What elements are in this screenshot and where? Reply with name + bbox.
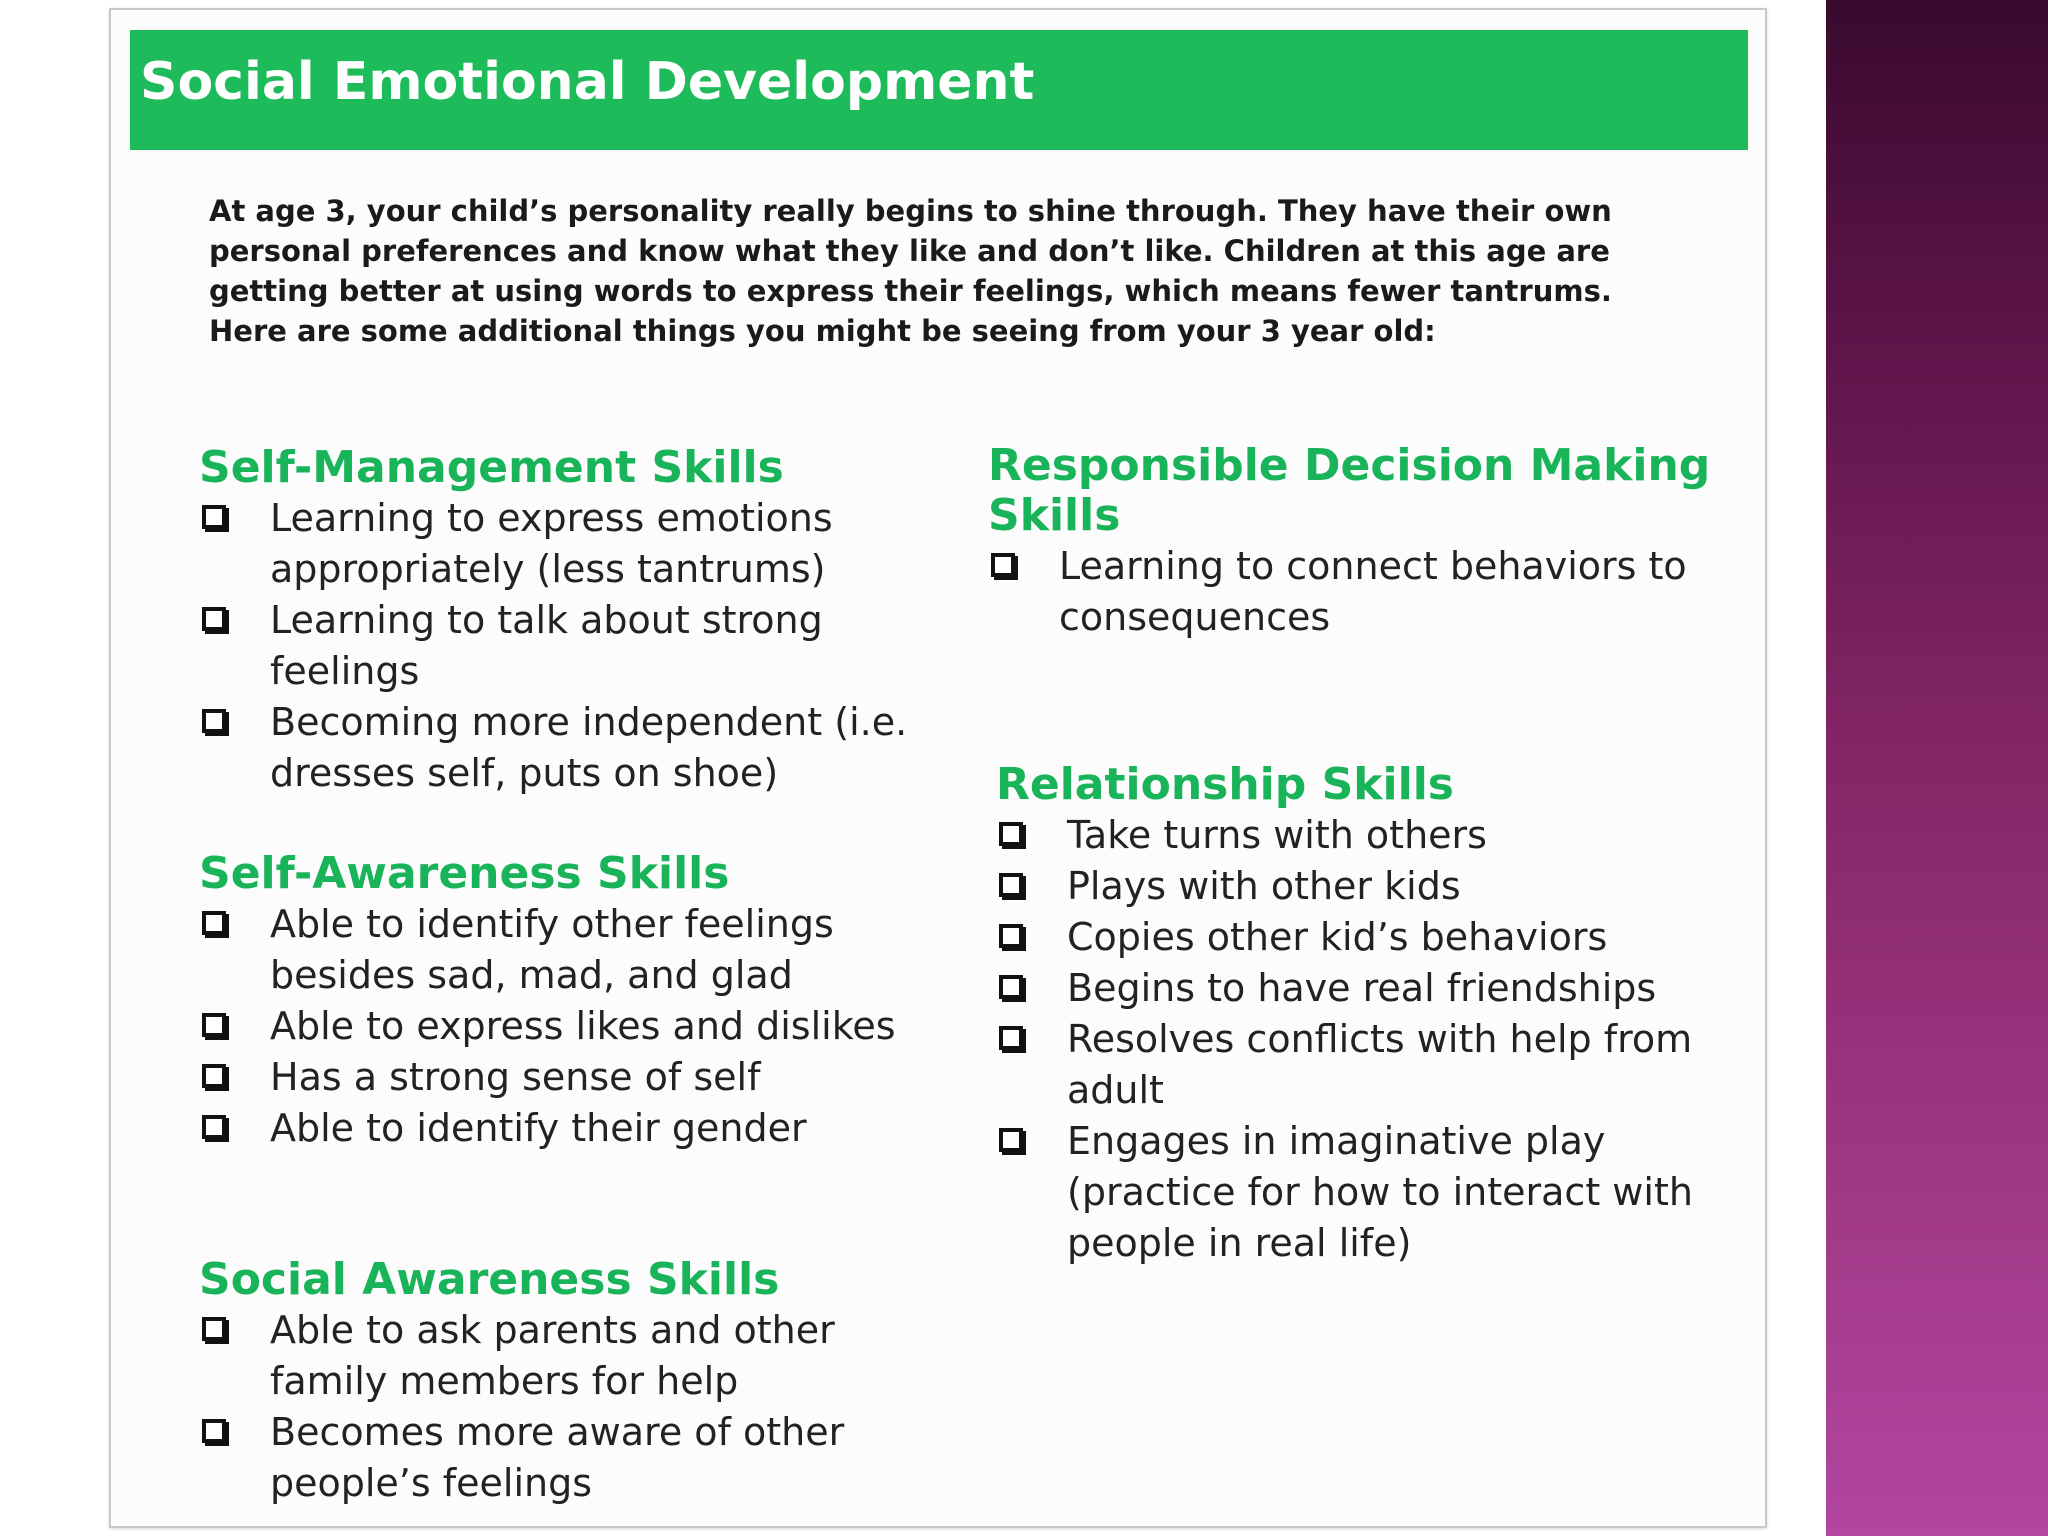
checklist	[199, 1305, 959, 1509]
checklist-item-label: Able to identify their gender	[270, 1106, 807, 1150]
checkbox-icon	[202, 607, 226, 631]
checklist-item	[996, 1116, 1736, 1269]
checklist-item-label: Becoming more independent (i.e. dresses self, puts on shoe)	[270, 700, 908, 795]
checklist-item	[996, 912, 1736, 963]
section-relationship	[996, 760, 1736, 1269]
checklist-item	[199, 1103, 959, 1154]
checklist-item	[996, 810, 1736, 861]
section-social-awareness	[199, 1255, 959, 1509]
checklist-item-label: Resolves conflicts with help from adult	[1067, 1017, 1693, 1112]
section-self-management	[199, 443, 959, 799]
checklist-item	[199, 899, 959, 1001]
checklist-item	[199, 697, 959, 799]
checklist-item-label: Plays with other kids	[1067, 864, 1461, 908]
checklist-item	[996, 963, 1736, 1014]
page-title: Social Emotional Development	[140, 52, 1035, 112]
checkbox-icon	[202, 1317, 226, 1341]
checkbox-icon	[999, 873, 1023, 897]
checklist-item-label: Take turns with others	[1067, 813, 1487, 857]
section-self-awareness	[199, 849, 959, 1154]
checklist-item	[199, 1052, 959, 1103]
checkbox-icon	[202, 1064, 226, 1088]
decorative-side-band	[1826, 0, 2048, 1536]
section-responsible-decision-making	[988, 441, 1728, 643]
checkbox-icon	[999, 822, 1023, 846]
intro-paragraph: At age 3, your child’s personality really begins to shine through. They have their own personal preferences and know what they like and don’t like. Children at this age are getting better at using words to express their feelings, which means fewer tantrums. Here are some additional things you might be seeing from your 3 year old:	[209, 194, 1612, 348]
document-page	[109, 8, 1767, 1528]
checklist-item	[996, 1014, 1736, 1116]
checklist-item-label: Copies other kid’s behaviors	[1067, 915, 1608, 959]
checklist-item	[996, 861, 1736, 912]
checkbox-icon	[999, 975, 1023, 999]
checklist-item-label: Has a strong sense of self	[270, 1055, 761, 1099]
section-heading: Self-Management Skills	[199, 442, 784, 493]
checkbox-icon	[999, 1026, 1023, 1050]
checklist	[199, 899, 959, 1154]
section-heading: Self-Awareness Skills	[199, 848, 730, 899]
checklist-item	[988, 541, 1728, 643]
checklist	[988, 541, 1728, 643]
checklist-item	[199, 1305, 959, 1407]
checklist-item-label: Able to ask parents and other family members for help	[270, 1308, 835, 1403]
checkbox-icon	[202, 1013, 226, 1037]
checkbox-icon	[999, 924, 1023, 948]
checklist-item-label: Learning to connect behaviors to consequences	[1059, 544, 1687, 639]
section-heading: Responsible Decision Making Skills	[988, 440, 1711, 541]
checkbox-icon	[999, 1128, 1023, 1152]
checkbox-icon	[202, 911, 226, 935]
checkbox-icon	[202, 709, 226, 733]
section-heading: Social Awareness Skills	[199, 1254, 780, 1305]
checklist-item-label: Engages in imaginative play (practice for how to interact with people in real life)	[1067, 1119, 1693, 1265]
checklist-item-label: Becomes more aware of other people’s feelings	[270, 1410, 845, 1505]
checklist	[199, 493, 959, 799]
checkbox-icon	[202, 1115, 226, 1139]
checklist-item-label: Able to express likes and dislikes	[270, 1004, 896, 1048]
checklist-item	[199, 595, 959, 697]
checklist-item	[199, 493, 959, 595]
checklist	[996, 810, 1736, 1269]
checkbox-icon	[202, 1419, 226, 1443]
checklist-item-label: Begins to have real friendships	[1067, 966, 1657, 1010]
checklist-item-label: Learning to talk about strong feelings	[270, 598, 823, 693]
header-bar	[130, 30, 1748, 150]
section-heading: Relationship Skills	[996, 759, 1454, 810]
checklist-item	[199, 1001, 959, 1052]
checklist-item-label: Able to identify other feelings besides sad, mad, and glad	[270, 902, 834, 997]
checklist-item-label: Learning to express emotions appropriately (less tantrums)	[270, 496, 833, 591]
checkbox-icon	[202, 505, 226, 529]
checkbox-icon	[991, 553, 1015, 577]
checklist-item	[199, 1407, 959, 1509]
